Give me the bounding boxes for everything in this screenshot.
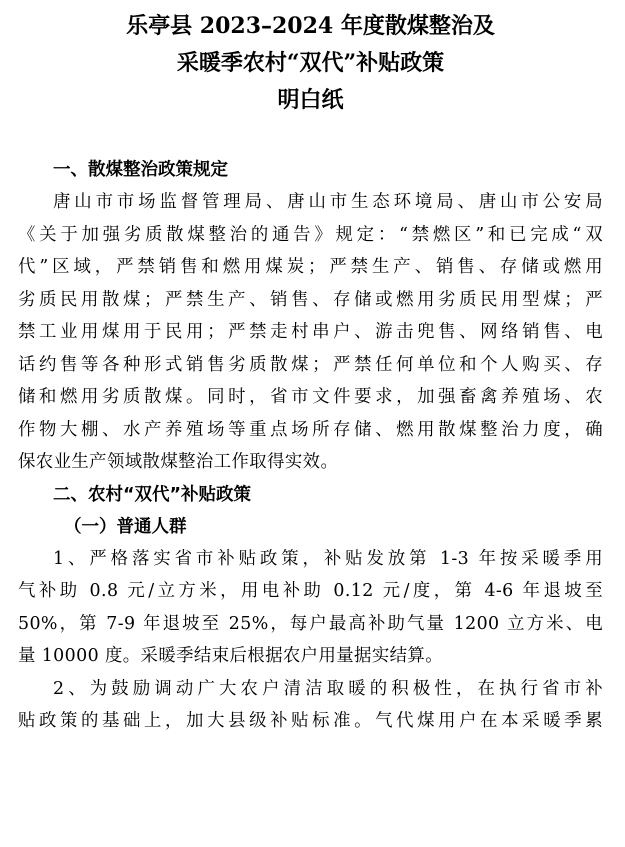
paragraph-line: 量 10000 度。采暖季结束后根据农户用量据实结算。	[18, 646, 443, 666]
title-line-2: 采暖季农村“双代”补贴政策	[176, 50, 445, 76]
paragraph-line: 话约售等各种形式销售劣质散煤；严禁任何单位和个人购买、存	[18, 354, 603, 375]
paragraph-line: 50%，第 7-9 年退坡至 25%，每户最高补助气量 1200 立方米、电	[18, 613, 603, 634]
document-title	[18, 8, 603, 119]
section-2-subheading: （一）普通人群	[64, 516, 187, 537]
paragraph-line: 2、为鼓励调动广大农户清洁取暖的积极性，在执行省市补	[53, 678, 603, 699]
paragraph-line: 劣质民用散煤；严禁生产、销售、存储或燃用劣质民用型煤；严	[18, 289, 603, 310]
paragraph-line: 储和燃用劣质散煤。同时，省市文件要求，加强畜禽养殖场、农	[18, 387, 603, 407]
paragraph-line: 唐山市市场监督管理局、唐山市生态环境局、唐山市公安局	[53, 192, 603, 212]
section-2-paragraph-1	[18, 543, 603, 673]
paragraph-line: 气补助 0.8 元/立方米，用电补助 0.12 元/度，第 4-6 年退坡至	[18, 581, 603, 601]
section-2-heading: 二、农村“双代”补贴政策	[53, 484, 252, 505]
paragraph-line: 1、严格落实省市补贴政策，补贴发放第 1-3 年按采暖季用	[53, 548, 603, 569]
paragraph-line: 代”区域，严禁销售和燃用煤炭；严禁生产、销售、存储或燃用	[18, 257, 603, 277]
paragraph-line: 贴政策的基础上，加大县级补贴标准。气代煤用户在本采暖季累	[18, 711, 603, 731]
section-1-paragraph	[18, 186, 603, 479]
paragraph-line: 《关于加强劣质散煤整治的通告》规定：“禁燃区”和已完成“双	[18, 224, 603, 245]
paragraph-line: 作物大棚、水产养殖场等重点场所存储、燃用散煤整治力度，确	[18, 419, 603, 440]
title-line-3: 明白纸	[277, 87, 344, 113]
section-2-paragraph-2	[18, 673, 603, 738]
paragraph-line: 保农业生产领域散煤整治工作取得实效。	[18, 452, 339, 472]
paragraph-line: 禁工业用煤用于民用；严禁走村串户、游击兜售、网络销售、电	[18, 322, 603, 342]
title-line-1: 乐亭县 2023–2024 年度散煤整治及	[126, 13, 495, 39]
section-1-heading: 一、散煤整治政策规定	[53, 160, 228, 180]
